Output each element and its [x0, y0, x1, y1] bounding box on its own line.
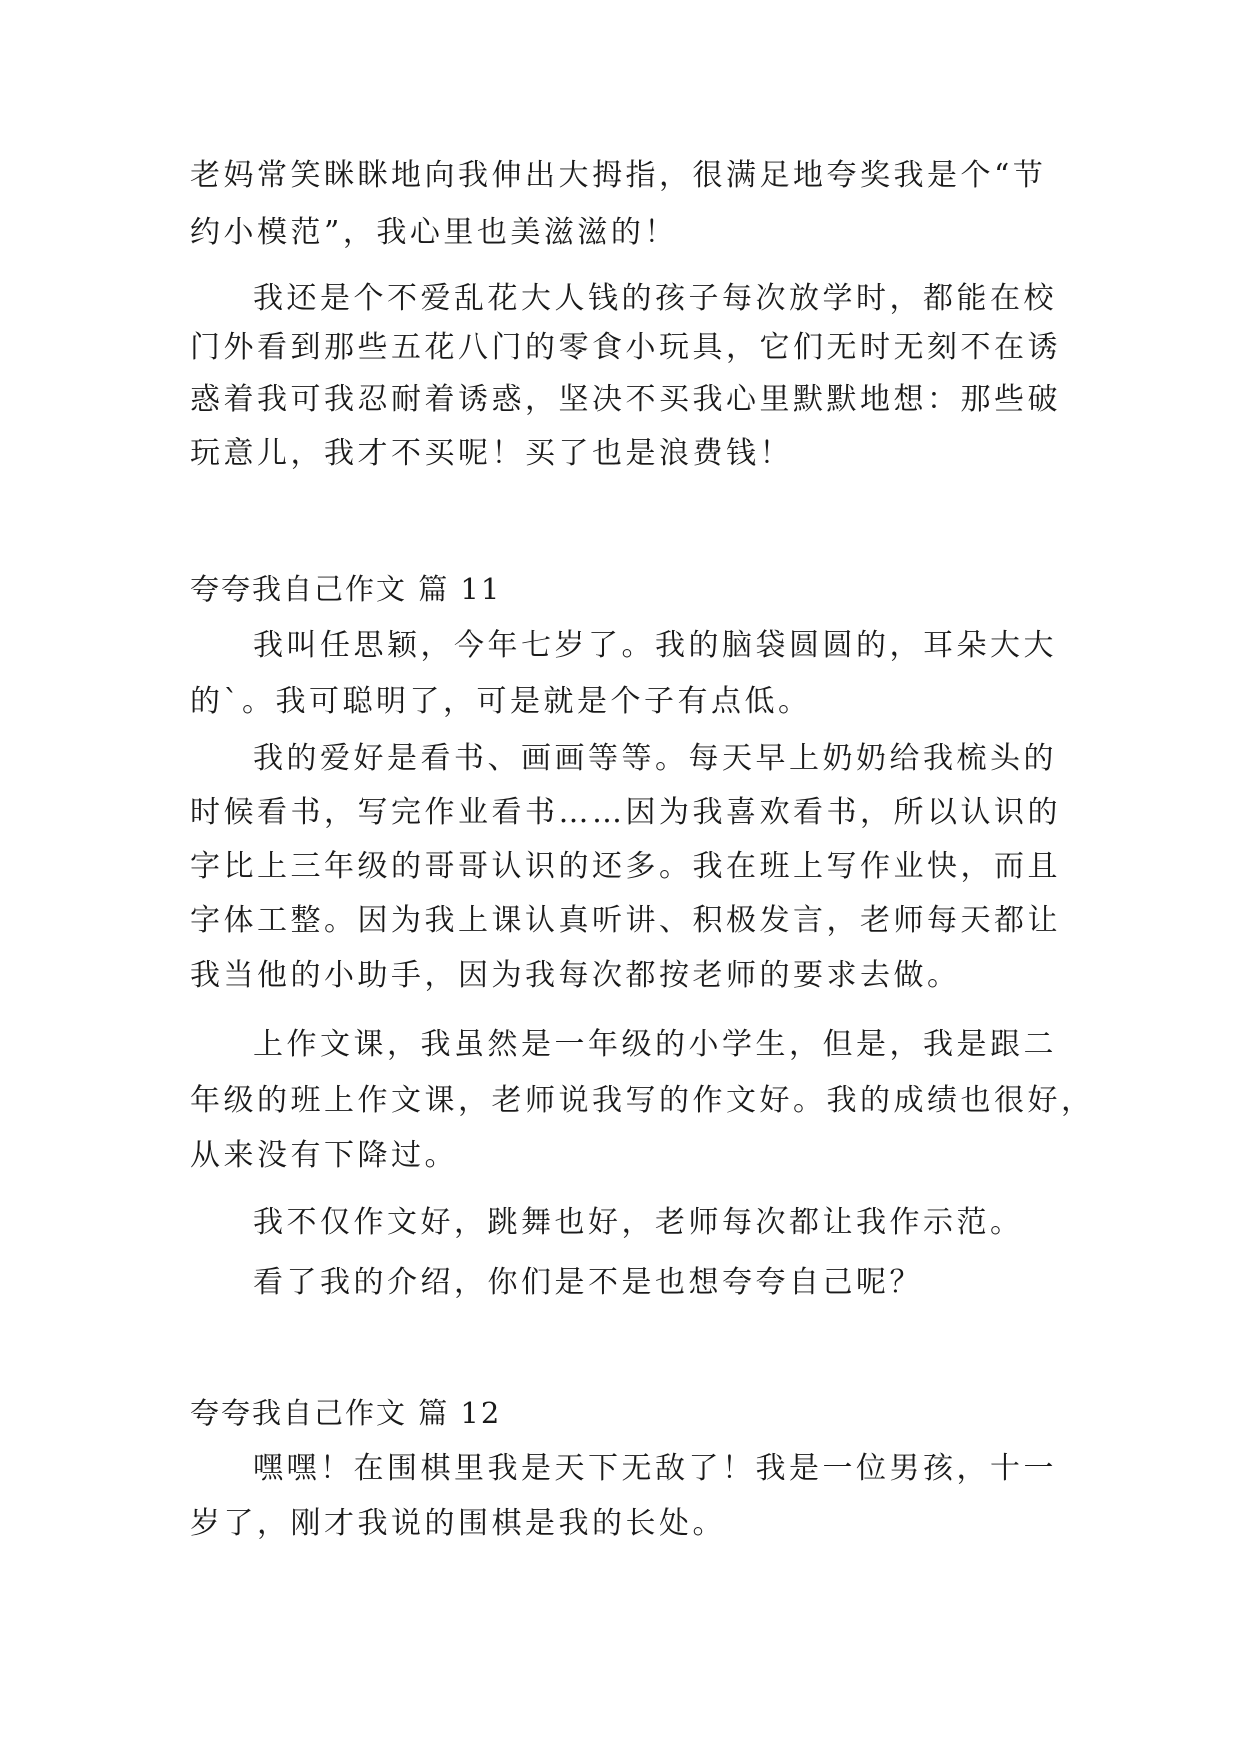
- paragraph-line: 的`。我可聪明了，可是就是个子有点低。: [190, 684, 812, 719]
- paragraph-line: 字体工整。因为我上课认真听讲、积极发言，老师每天都让: [190, 903, 1061, 938]
- section-heading: 夸夸我自己作文 篇 12: [190, 1396, 502, 1430]
- paragraph-line: 门外看到那些五花八门的零食小玩具，它们无时无刻不在诱: [190, 330, 1061, 365]
- paragraph-line: 上作文课，我虽然是一年级的小学生，但是，我是跟二: [253, 1027, 1057, 1062]
- paragraph-line: 我还是个不爱乱花大人钱的孩子每次放学时，都能在校: [253, 281, 1057, 316]
- section-heading: 夸夸我自己作文 篇 11: [190, 572, 502, 606]
- paragraph-line: 玩意儿，我才不买呢！买了也是浪费钱！: [190, 436, 793, 471]
- paragraph-line: 字比上三年级的哥哥认识的还多。我在班上写作业快，而且: [190, 849, 1061, 884]
- paragraph-line: 年级的班上作文课，老师说我写的作文好。我的成绩也很好，: [190, 1083, 1095, 1118]
- paragraph-line: 嘿嘿！在围棋里我是天下无敌了！我是一位男孩，十一: [253, 1451, 1057, 1486]
- paragraph-line: 老妈常笑眯眯地向我伸出大拇指，很满足地夸奖我是个“节: [190, 158, 1047, 193]
- paragraph-line: 约小模范”，我心里也美滋滋的！: [190, 215, 678, 250]
- paragraph-line: 看了我的介绍，你们是不是也想夸夸自己呢？: [253, 1265, 923, 1300]
- paragraph-line: 惑着我可我忍耐着诱惑，坚决不买我心里默默地想：那些破: [190, 382, 1061, 417]
- paragraph-line: 我当他的小助手，因为我每次都按老师的要求去做。: [190, 958, 961, 993]
- paragraph-line: 时候看书，写完作业看书……因为我喜欢看书，所以认识的: [190, 795, 1061, 830]
- paragraph-line: 从来没有下降过。: [190, 1138, 458, 1173]
- paragraph-line: 岁了，刚才我说的围棋是我的长处。: [190, 1506, 726, 1541]
- paragraph-line: 我叫任思颖，今年七岁了。我的脑袋圆圆的，耳朵大大: [253, 628, 1057, 663]
- paragraph-line: 我不仅作文好，跳舞也好，老师每次都让我作示范。: [253, 1205, 1024, 1240]
- paragraph-line: 我的爱好是看书、画画等等。每天早上奶奶给我梳头的: [253, 741, 1057, 776]
